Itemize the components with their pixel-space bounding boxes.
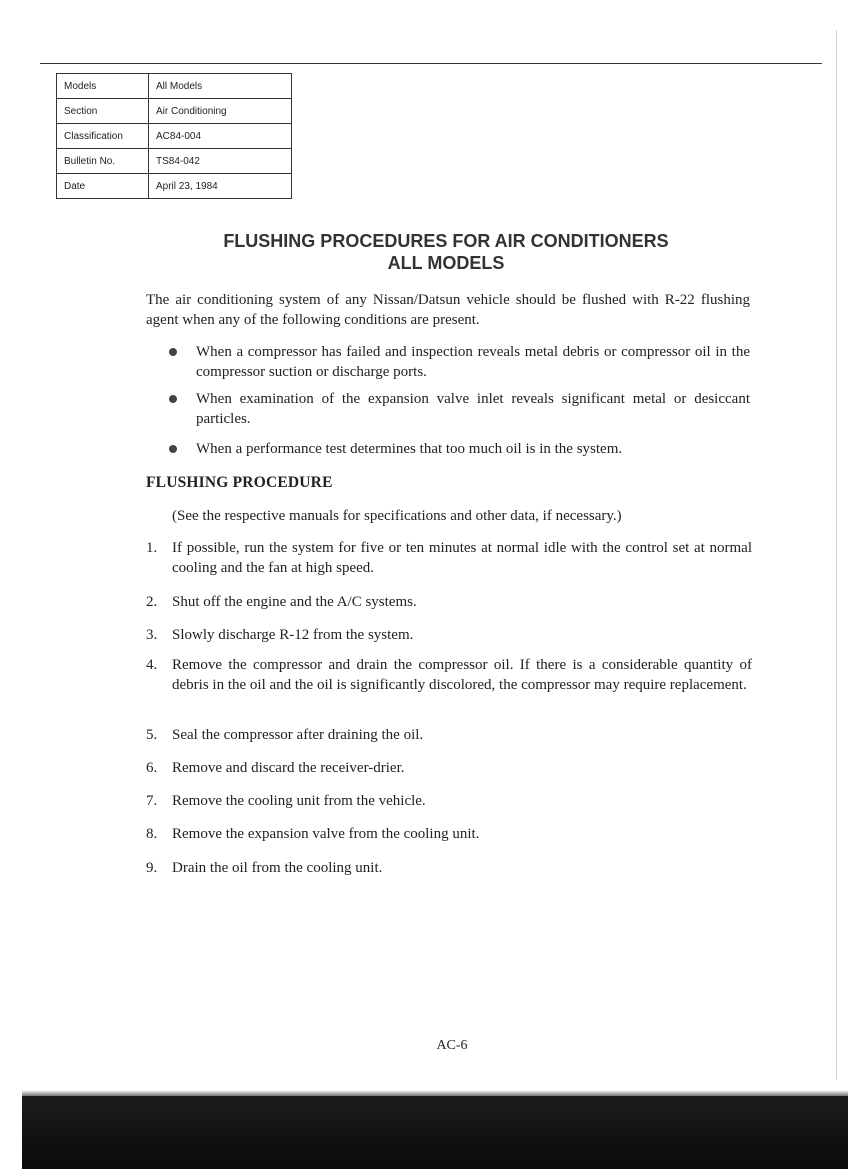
step-number: 4. bbox=[146, 657, 158, 673]
step-text: Remove the compressor and drain the compressor oil. If there is a considerable quantity of debris in the oil and the oil is significantly discolored, the compressor may require replacement. bbox=[172, 657, 752, 693]
info-row-section bbox=[57, 99, 292, 124]
step-number: 9. bbox=[146, 860, 158, 876]
info-row-date bbox=[57, 174, 292, 199]
condition-item bbox=[196, 342, 750, 382]
step-text: Drain the oil from the cooling unit. bbox=[172, 860, 383, 876]
step-text: Seal the compressor after draining the oil. bbox=[172, 727, 424, 743]
page-number: AC-6 bbox=[436, 1038, 468, 1053]
procedure-step bbox=[146, 791, 752, 811]
step-text: Slowly discharge R-12 from the system. bbox=[172, 627, 414, 643]
title-line-1: FLUSHING PROCEDURES FOR AIR CONDITIONERS bbox=[223, 231, 669, 251]
info-row-models bbox=[57, 74, 292, 99]
header-rule bbox=[40, 63, 822, 64]
info-value: TS84-042 bbox=[149, 149, 292, 174]
procedure-step bbox=[146, 725, 752, 745]
step-number: 7. bbox=[146, 793, 158, 809]
condition-text: When a compressor has failed and inspection reveals metal debris or compressor oil in the compressor suction or discharge ports. bbox=[196, 344, 750, 380]
info-value: All Models bbox=[149, 74, 292, 99]
info-label: Date bbox=[57, 174, 149, 199]
document-title bbox=[140, 230, 752, 274]
step-number: 1. bbox=[146, 540, 158, 556]
condition-item bbox=[196, 439, 750, 459]
procedure-step bbox=[146, 858, 752, 878]
info-value: AC84-004 bbox=[149, 124, 292, 149]
info-row-classification bbox=[57, 124, 292, 149]
scan-shadow-band bbox=[22, 1096, 848, 1169]
procedure-step bbox=[146, 538, 752, 578]
info-value: Air Conditioning bbox=[149, 99, 292, 124]
procedure-step bbox=[146, 625, 752, 645]
procedure-step bbox=[146, 824, 752, 844]
page-edge-line bbox=[836, 30, 837, 1080]
intro-paragraph: The air conditioning system of any Nissan/Datsun vehicle should be flushed with R-22 flushing agent when any of the following conditions are present. bbox=[146, 292, 750, 328]
condition-item bbox=[196, 389, 750, 429]
procedure-step bbox=[146, 655, 752, 695]
step-text: If possible, run the system for five or ten minutes at normal idle with the control set at normal cooling and the fan at high speed. bbox=[172, 540, 752, 576]
procedure-step bbox=[146, 758, 752, 778]
procedure-step bbox=[146, 592, 752, 612]
step-number: 6. bbox=[146, 760, 158, 776]
condition-text: When a performance test determines that too much oil is in the system. bbox=[196, 441, 623, 457]
procedure-note: (See the respective manuals for specifications and other data, if necessary.) bbox=[172, 508, 622, 524]
bullet-icon bbox=[169, 395, 177, 403]
condition-text: When examination of the expansion valve inlet reveals significant metal or desiccant particles. bbox=[196, 391, 750, 427]
bullet-icon bbox=[169, 445, 177, 453]
info-label: Models bbox=[57, 74, 149, 99]
info-value: April 23, 1984 bbox=[149, 174, 292, 199]
info-label: Section bbox=[57, 99, 149, 124]
info-label: Classification bbox=[57, 124, 149, 149]
step-number: 5. bbox=[146, 727, 158, 743]
step-text: Shut off the engine and the A/C systems. bbox=[172, 594, 417, 610]
info-row-bulletin-no bbox=[57, 149, 292, 174]
step-text: Remove the expansion valve from the cooling unit. bbox=[172, 826, 480, 842]
step-number: 8. bbox=[146, 826, 158, 842]
section-heading: FLUSHING PROCEDURE bbox=[146, 474, 333, 491]
title-line-2: ALL MODELS bbox=[387, 253, 505, 273]
info-label: Bulletin No. bbox=[57, 149, 149, 174]
bullet-icon bbox=[169, 348, 177, 356]
step-text: Remove and discard the receiver-drier. bbox=[172, 760, 405, 776]
step-text: Remove the cooling unit from the vehicle. bbox=[172, 793, 426, 809]
bulletin-info-table bbox=[56, 73, 292, 199]
step-number: 3. bbox=[146, 627, 158, 643]
step-number: 2. bbox=[146, 594, 158, 610]
